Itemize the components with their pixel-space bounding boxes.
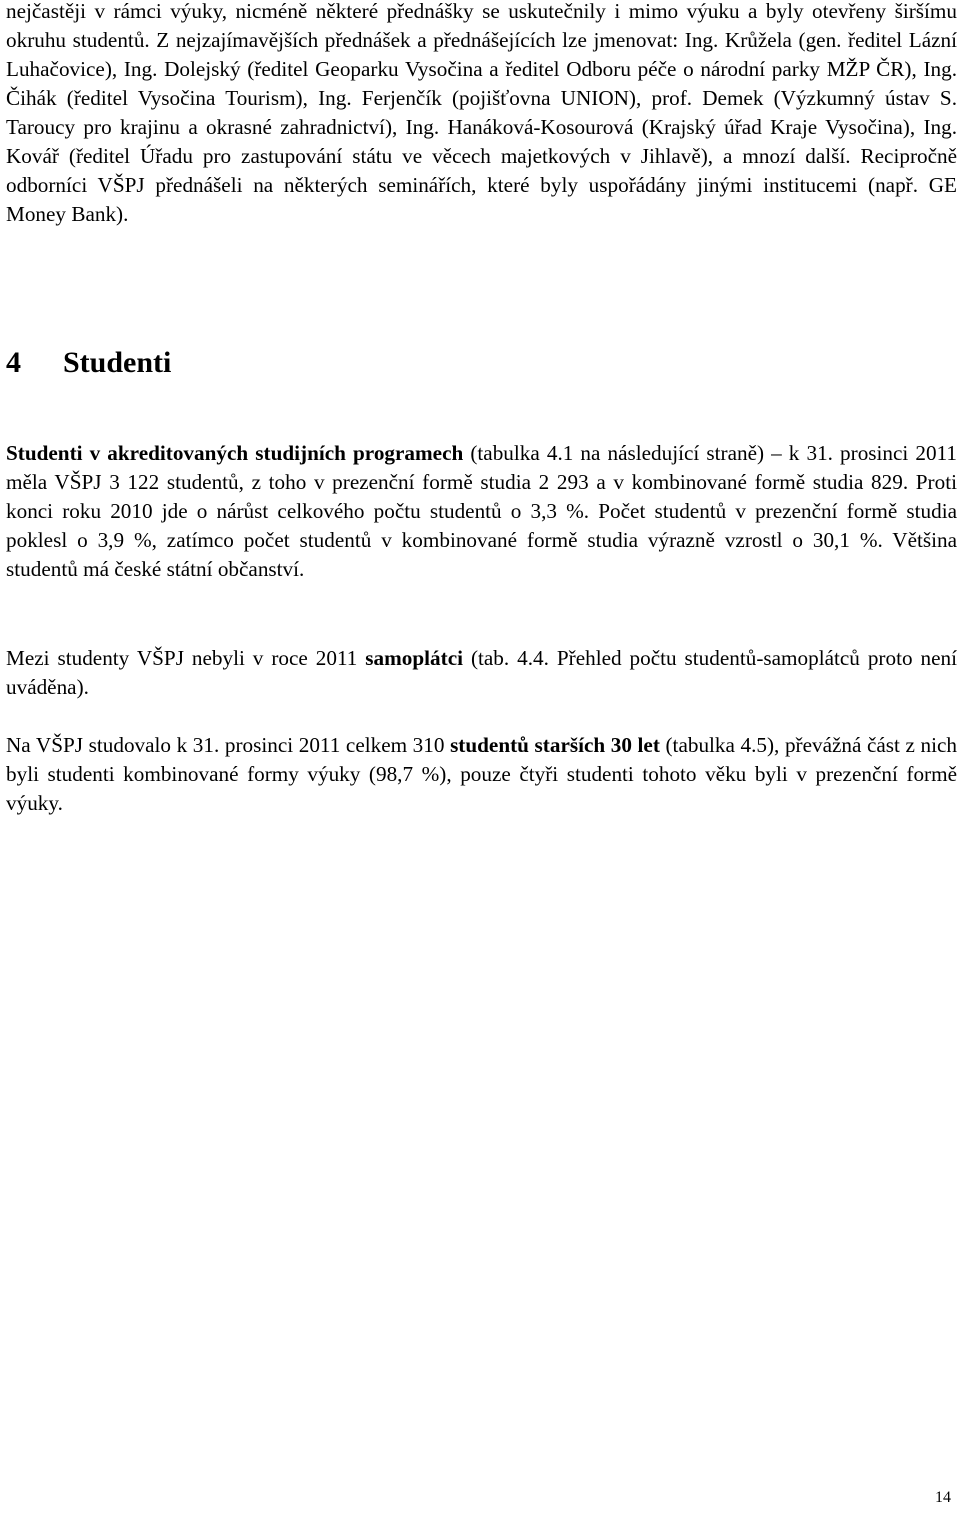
starsi-paragraph: [6, 731, 957, 818]
studenti-bold-lead: Studenti v akreditovaných studijních programech: [6, 441, 464, 465]
studenti-paragraph: [6, 439, 957, 584]
section-heading: [6, 343, 171, 383]
samoplatci-lead: Mezi studenty VŠPJ nebyli v roce 2011: [6, 646, 366, 670]
starsi-lead: Na VŠPJ studovalo k 31. prosinci 2011 celkem 310: [6, 733, 451, 757]
section-title: Studenti: [63, 346, 172, 379]
starsi-rest: (tabulka 4.5), převážná část z nich byli studenti kombinované formy výuky (98,7 %), pouze čtyři studenti tohoto věku byli v prezenční formě výuky.: [6, 733, 958, 815]
samoplatci-rest: (tab. 4.4. Přehled počtu studentů-samoplátců proto není uváděna).: [6, 646, 957, 699]
intro-paragraph: nejčastěji v rámci výuky, nicméně některé přednášky se uskutečnily i mimo výuku a byly otevřeny širšímu okruhu studentů. Z nejzajímavějších přednášek a přednášejících lze jmenovat: Ing. Krůžela (gen. ředitel Lázní Luhačovice), Ing. Dolejský (ředitel Geoparku Vysočina a ředitel Odboru péče o národní parky MŽP ČR), Ing. Čihák (ředitel Vysočina Tourism), Ing. Ferjenčík (pojišťovna UNION), prof. Demek (Výzkumný ústav S. Taroucy pro krajinu a okrasné zahradnictví), Ing. Hanáková-Kosourová (Krajský úřad Kraje Vysočina), Ing. Kovář (ředitel Úřadu pro zastupování státu ve věcech majetkových v Jihlavě), a mnozí další. Recipročně odborníci VŠPJ přednášeli na některých seminářích, které byly uspořádány jinými institucemi (např. GE Money Bank).: [6, 0, 957, 226]
section-number: 4: [6, 346, 21, 379]
page-number: 14: [935, 1489, 951, 1506]
starsi-bold: studentů starších 30 let: [450, 733, 660, 757]
samoplatci-paragraph: [6, 644, 957, 702]
studenti-rest: (tabulka 4.1 na následující straně) – k 31. prosinci 2011 měla VŠPJ 3 122 studentů, z toho v prezenční formě studia 2 293 a v kombinované formě studia 829. Proti konci roku 2010 jde o nárůst celkového počtu studentů o 3,3 %. Počet studentů v prezenční formě studia poklesl o 3,9 %, zatímco počet studentů v kombinované formě studia výrazně vzrostl o 30,1 %. Většina studentů má české státní občanství.: [6, 441, 957, 581]
samoplatci-bold: samoplátci: [365, 646, 463, 670]
